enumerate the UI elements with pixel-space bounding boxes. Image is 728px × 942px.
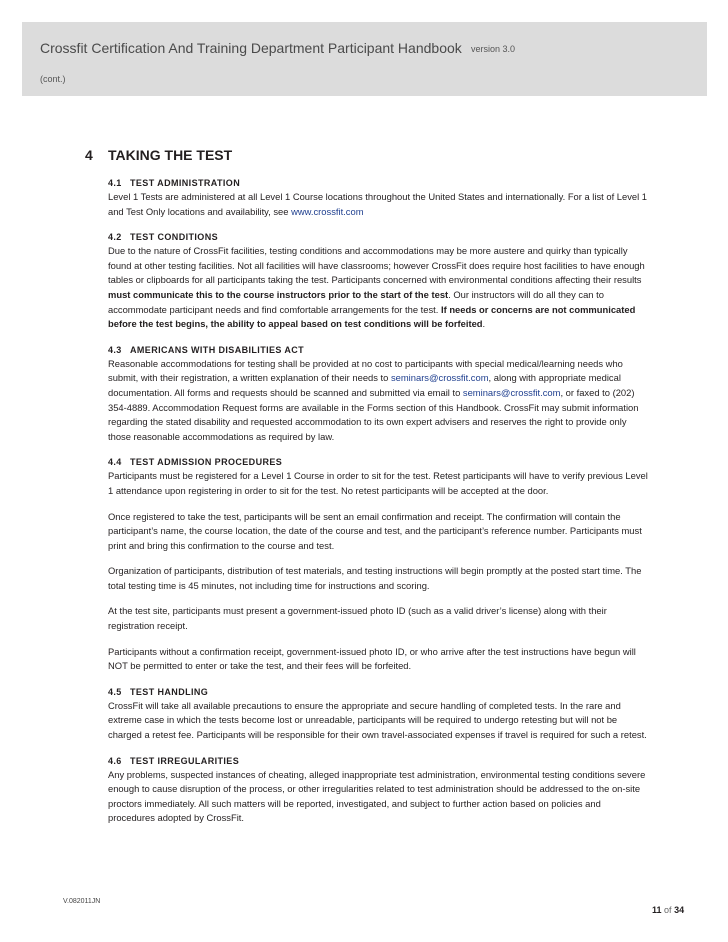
paragraph: CrossFit will take all available precautions to ensure the appropriate and secure handling of completed tests. In the rare and extreme case in which the tests become lost or unreadable, participants will be required to undergo retesting but will not be charged a retest fee. Participants will be responsible for their own travel-associated expenses if travel is required for such a retest. <box>108 699 647 741</box>
paragraph: Participants without a confirmation receipt, government-issued photo ID, or who arrive after the test instructions have begun will NOT be permitted to enter or take the test, and their fees will be forfeited. <box>108 645 636 672</box>
subsection-heading: 4.5 TEST HANDLING <box>108 686 209 697</box>
subsection-heading: 4.6 TEST IRREGULARITIES <box>108 755 240 766</box>
paragraph: Level 1 Tests are administered at all Level 1 Course locations throughout the United States and internationally. For a list of Level 1 and Test Only locations and availability, see www.crossfit.com <box>108 191 648 217</box>
subsection-4-6 <box>108 754 648 826</box>
subsection-4-3 <box>108 343 648 445</box>
version-label: version 3.0 <box>471 44 516 54</box>
subsection-heading: 4.4 TEST ADMISSION PROCEDURES <box>108 457 283 468</box>
crossfit-link[interactable]: www.crossfit.com <box>291 205 364 217</box>
subsection-4-1 <box>108 176 648 219</box>
paragraph: Reasonable accommodations for testing shall be provided at no cost to participants with special medical/learning needs who submit, with their registration, a written explanation of their needs to seminars@crossfit.com, along with appropriate medical documentation. All forms and requests should be scanned and submitted via email to seminars@crossfit.com, or faxed to (202) 354-4889. Accommodation Request forms are available in the Forms section of this Handbook. CrossFit may submit information regarding the stated disability and requested accommodation to its own expert advisers and reserves the right to provide only those reasonable accommodations as required by law. <box>108 357 639 442</box>
section-number: 4 <box>85 147 93 163</box>
handbook-title: Crossfit Certification And Training Department Participant Handbook <box>40 40 462 56</box>
subsection-heading: 4.1 TEST ADMINISTRATION <box>108 178 241 188</box>
page-header <box>22 22 707 96</box>
paragraph: Once registered to take the test, participants will be sent an email confirmation and receipt. The confirmation will contain the participant’s name, the course location, the date of the course and test, and the participant’s reference number. Participants must print and bring this confirmation to the course and test. <box>108 510 642 551</box>
paragraph: Any problems, suspected instances of cheating, alleged inappropriate test administration, environmental testing conditions severe enough to cause disruption of the process, or other irregularities related to test administration should be addressed to the on-site proctors immediately. All such matters will be reported, investigated, and subject to further action based on policies and procedures adopted by CrossFit. <box>108 768 646 824</box>
subsection-heading: 4.3 AMERICANS WITH DISABILITIES ACT <box>108 344 305 355</box>
paragraph: Organization of participants, distribution of test materials, and testing instructions will begin promptly at the posted start time. The total testing time is 45 minutes, not including time for instructions and scoring. <box>108 565 642 591</box>
paragraph: Due to the nature of CrossFit facilities, testing conditions and accommodations may be more austere and quirky than typically found at other testing facilities. Not all facilities will have classrooms; however CrossFit does require host facilities to have enough tables or clipboards for all participants taking the test. Participants concerned with environmental conditions affecting their results must communicate this to the course instructors prior to the start of the test. Our instructors will do all they can to accommodate participant needs and find comfortable arrangements for the test. If needs or concerns are not communicated before the test begins, the ability to appeal based on test conditions will be forfeited. <box>108 245 645 330</box>
document-code: V.082011JN <box>63 898 101 905</box>
continued-label: (cont.) <box>40 74 66 84</box>
subsection-heading: 4.2 TEST CONDITIONS <box>108 232 219 243</box>
subsection-4-4 <box>108 455 648 674</box>
paragraph: At the test site, participants must present a government-issued photo ID (such as a valid driver’s license) along with their registration receipt. <box>108 605 607 632</box>
paragraph: Participants must be registered for a Level 1 Course in order to sit for the test. Retest participants will have to verify previous Level 1 attendance upon registering in order to sit for the test. No retest participants will be accepted at the door. <box>108 470 648 496</box>
subsection-4-2 <box>108 230 648 332</box>
page-number: 11 of 34 <box>652 905 685 915</box>
email-link[interactable]: seminars@crossfit.com <box>462 386 561 398</box>
section-content <box>108 176 648 837</box>
section-title: TAKING THE TEST <box>108 147 233 163</box>
subsection-4-5 <box>108 685 648 743</box>
email-link[interactable]: seminars@crossfit.com <box>390 372 489 384</box>
